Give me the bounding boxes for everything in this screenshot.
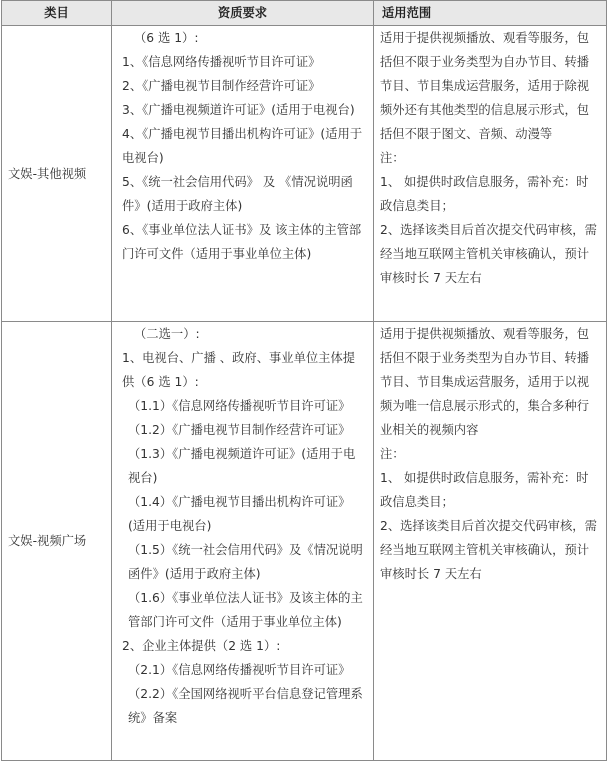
requirement-line: 1、《信息网络传播视听节目许可证》 <box>122 55 321 69</box>
requirement-line: （1.5）《统一社会信用代码》及《情况说明函件》(适用于政府主体) <box>128 543 363 581</box>
scope-line: 1、 如提供时政信息服务，需补充：时政信息类目； <box>380 471 589 509</box>
scope-line: 2、选择该类目后首次提交代码审核，需经当地互联网主管机关审核确认，预计审核时长 7 天左右 <box>380 519 597 581</box>
requirement-line: 6、《事业单位法人证书》及 该主体的主管部门许可文件（适用于事业单位主体) <box>122 223 362 261</box>
requirement-line: 2、《广播电视节目制作经营许可证》 <box>122 79 321 93</box>
scope-cell <box>374 26 607 322</box>
table-header-row <box>2 1 607 26</box>
requirement-line: 1、电视台、广播 、政府、事业单位主体提供（6 选 1）: <box>122 351 356 389</box>
requirement-line: 5、《统一社会信用代码》 及 《情况说明函件》(适用于政府主体) <box>122 175 353 213</box>
requirement-line: 3、《广播电视频道许可证》(适用于电视台) <box>122 103 355 117</box>
requirement-line: 2、企业主体提供（2 选 1）: <box>122 639 281 653</box>
requirement-line: （1.6）《事业单位法人证书》及该主体的主管部门许可文件（适用于事业单位主体) <box>128 591 363 629</box>
table-row <box>2 26 607 322</box>
scope-line: 适用于提供视频播放、观看等服务，包括但不限于业务类型为自办节目、转播节目、节目集成运营服务，适用于除视频外还有其他类型的信息展示形式，包括但不限于图文、音频、动漫等 <box>380 31 590 141</box>
category-cell: 文娱-其他视频 <box>2 26 112 322</box>
header-requirements: 资质要求 <box>112 1 374 26</box>
scope-line: 注： <box>380 447 405 461</box>
requirement-line: （二选一）: <box>134 327 200 341</box>
requirement-line: （6 选 1）: <box>134 31 199 45</box>
requirement-line: 4、《广播电视节目播出机构许可证》(适用于电视台) <box>122 127 363 165</box>
requirement-line: （1.4）《广播电视节目播出机构许可证》(适用于电视台) <box>128 495 351 533</box>
table-row <box>2 322 607 761</box>
requirement-line: （2.1）《信息网络传播视听节目许可证》 <box>128 663 351 677</box>
scope-line: 注： <box>380 151 405 165</box>
scope-line: 适用于提供视频播放、观看等服务，包括但不限于业务类型为自办节目、转播节目、节目集成运营服务，适用于以视频为唯一信息展示形式的，集合多种行业相关的视频内容 <box>380 327 590 437</box>
category-cell: 文娱-视频广场 <box>2 322 112 761</box>
requirement-line: （1.3）《广播电视频道许可证》(适用于电视台) <box>128 447 356 485</box>
scope-cell <box>374 322 607 761</box>
scope-line: 2、选择该类目后首次提交代码审核，需经当地互联网主管机关审核确认，预计审核时长 7 天左右 <box>380 223 597 285</box>
requirement-line: （1.1）《信息网络传播视听节目许可证》 <box>128 399 351 413</box>
header-category: 类目 <box>2 1 112 26</box>
requirement-line: （1.2）《广播电视节目制作经营许可证》 <box>128 423 351 437</box>
requirement-line: （2.2）《全国网络视听平台信息登记管理系统》备案 <box>128 687 363 725</box>
header-scope: 适用范围 <box>374 1 607 26</box>
scope-line: 1、 如提供时政信息服务，需补充：时政信息类目； <box>380 175 589 213</box>
qualification-table <box>1 0 607 761</box>
requirements-cell <box>112 26 374 322</box>
requirements-cell <box>112 322 374 761</box>
